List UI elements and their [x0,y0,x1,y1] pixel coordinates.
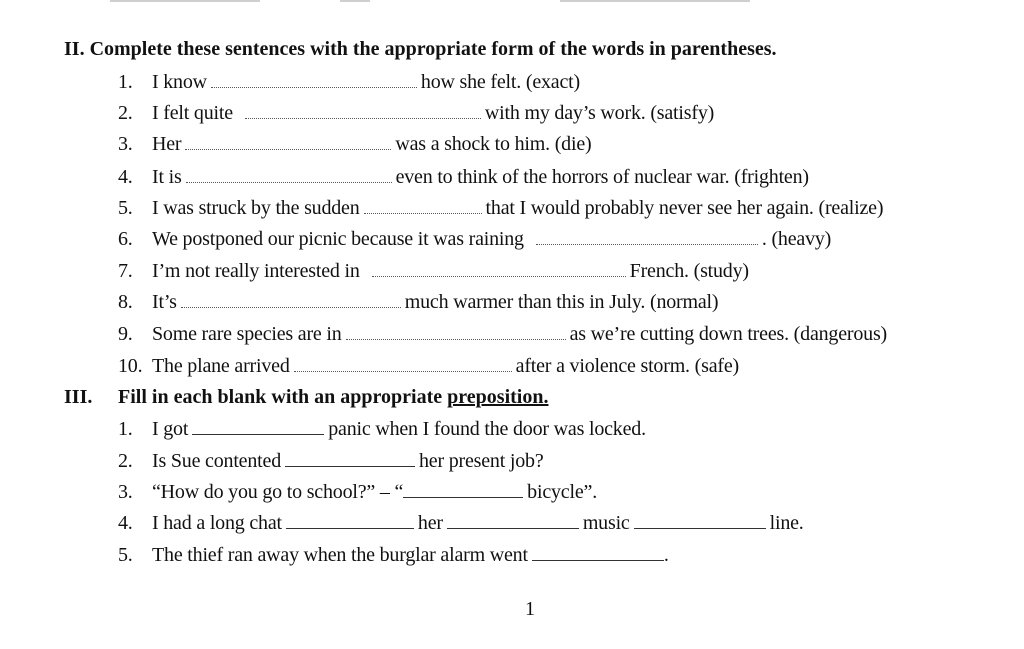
answer-blank[interactable] [364,199,482,214]
section-3-text: Fill in each blank with an appropriate [118,386,443,408]
s3-item-1 [118,418,646,441]
s2-item-10 [118,355,739,378]
item-part: her [417,512,443,534]
answer-blank[interactable] [192,419,324,435]
answer-blank[interactable] [634,513,766,529]
answer-blank[interactable] [346,325,566,340]
item-post: . (heavy) [761,228,832,250]
item-pre: It is [152,166,182,188]
item-number: 3. [118,481,133,503]
item-pre: The plane arrived [152,355,290,377]
item-pre: It’s [152,291,177,313]
item-number: 4. [118,512,133,534]
s2-item-1 [118,71,580,94]
item-pre: Her [152,133,182,155]
s2-item-3 [118,133,591,156]
item-post: much warmer than this in July. (normal) [404,291,719,313]
item-number: 9. [118,323,133,345]
section-3-underlined: preposition. [447,386,549,408]
item-number: 8. [118,291,133,313]
answer-blank[interactable] [403,482,523,498]
item-post: even to think of the horrors of nuclear war. (frighten) [395,166,809,188]
answer-blank[interactable] [372,262,626,277]
s2-item-6 [118,228,831,251]
s2-item-7 [118,260,749,283]
item-number: 10. [118,355,143,377]
s2-item-8 [118,291,718,314]
item-part: I got [152,418,189,440]
item-number: 6. [118,228,133,250]
item-post: as we’re cutting down trees. (dangerous) [569,323,888,345]
item-part: Is Sue contented [152,450,281,472]
s3-item-5 [118,544,669,567]
s2-item-5 [118,197,883,220]
section-3-number: III. [64,386,93,408]
s3-item-2 [118,450,544,473]
item-number: 2. [118,450,133,472]
s3-item-4 [118,512,804,535]
item-post: French. (study) [629,260,749,282]
item-pre: We postponed our picnic because it was raining [152,228,524,250]
s2-item-4 [118,166,809,189]
item-post: how she felt. (exact) [420,71,580,93]
item-number: 1. [118,71,133,93]
answer-blank[interactable] [185,135,391,150]
item-pre: I was struck by the sudden [152,197,360,219]
item-part: The thief ran away when the burglar alarm went [152,544,528,566]
item-pre: I felt quite [152,102,233,124]
item-part: music [582,512,630,534]
answer-blank[interactable] [186,168,392,183]
answer-blank[interactable] [211,73,417,88]
answer-blank[interactable] [285,451,415,467]
s2-item-2 [118,102,714,125]
item-part: line. [769,512,804,534]
item-number: 3. [118,133,133,155]
item-number: 5. [118,544,133,566]
answer-blank[interactable] [181,293,401,308]
page-number: 1 [525,598,535,620]
s2-item-9 [118,323,887,346]
item-post: was a shock to him. (die) [395,133,592,155]
section-2-heading: II. Complete these sentences with the appropriate form of the words in parentheses. [64,38,777,60]
item-number: 5. [118,197,133,219]
item-part: . [663,544,669,566]
answer-blank[interactable] [532,545,664,561]
item-post: that I would probably never see her again. (realize) [485,197,884,219]
item-pre: I know [152,71,207,93]
item-pre: I’m not really interested in [152,260,360,282]
top-crop-line [0,0,1024,6]
item-part: her present job? [419,450,544,472]
item-pre: Some rare species are in [152,323,342,345]
answer-blank[interactable] [447,513,579,529]
item-number: 2. [118,102,133,124]
item-number: 7. [118,260,133,282]
item-number: 1. [118,418,133,440]
answer-blank[interactable] [286,513,414,529]
section-3-heading [64,386,548,409]
answer-blank[interactable] [245,104,481,119]
item-number: 4. [118,166,133,188]
item-part: panic when I found the door was locked. [328,418,646,440]
item-post: after a violence storm. (safe) [515,355,739,377]
item-part: I had a long chat [152,512,282,534]
item-part: bicycle”. [527,481,597,503]
item-post: with my day’s work. (satisfy) [484,102,715,124]
answer-blank[interactable] [294,357,512,372]
item-part: “How do you go to school?” – “ [152,481,404,503]
answer-blank[interactable] [536,230,758,245]
s3-item-3 [118,481,597,504]
